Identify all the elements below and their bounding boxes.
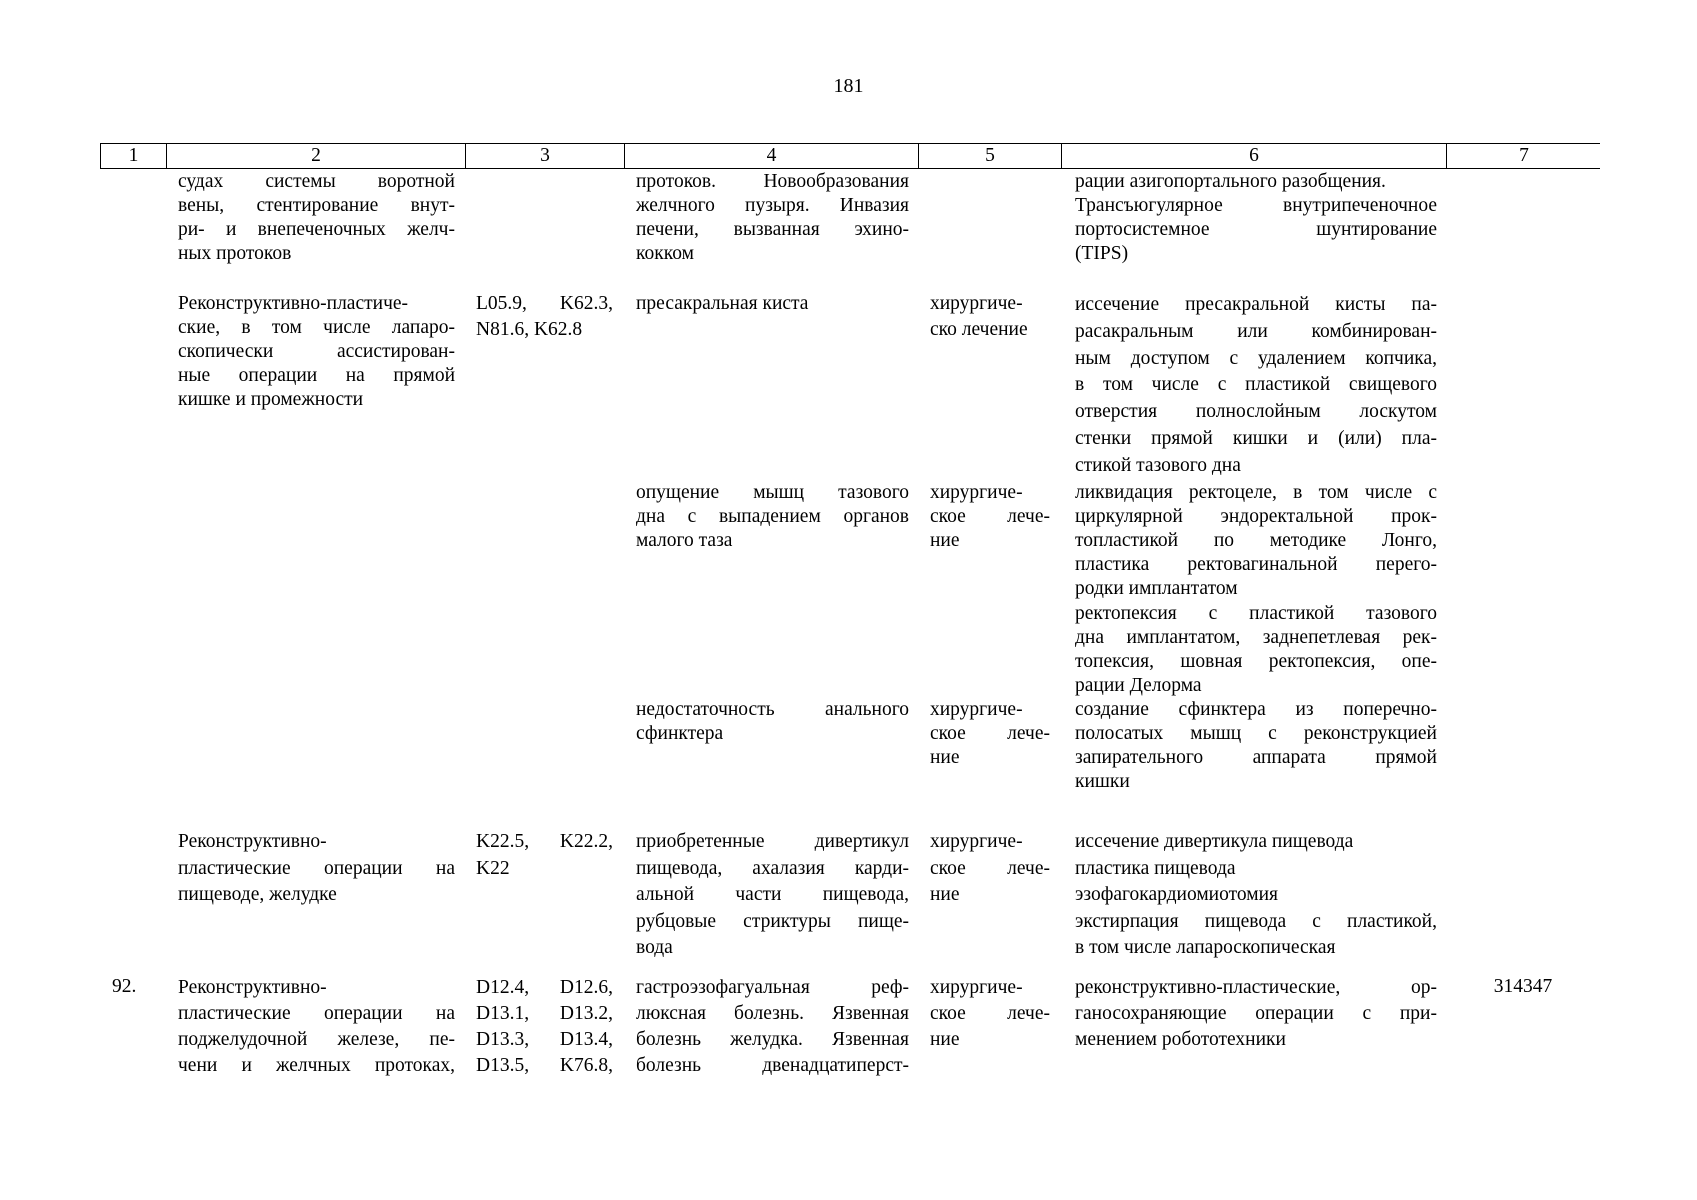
cell-method-robotic: реконструктивно-пластические, ор- ганосохраняющие операции с при- менением робототехники: [1075, 977, 1437, 1050]
cell-diagnosis-pelvic-floor: опущение мышц тазового дна с выпадением органов малого таза: [636, 482, 909, 551]
cell-name-continuation: судах системы воротной вены, стентирование внут- ри- и внепеченочных желч- ных протоков: [178, 171, 455, 264]
cell-method-continuation: рации азигопортального разобщения. Трансъюгулярное внутрипеченочное портосистемное шунтирование (TIPS): [1075, 171, 1437, 264]
cell-diagnosis-esophagus: приобретенные дивертикул пищевода, ахалазия карди- альной части пищевода, рубцовые стриктуры пище- вода: [636, 831, 909, 958]
header-col-1: 1: [101, 144, 167, 168]
cell-diagnosis-presacral-cyst: пресакральная киста: [636, 293, 809, 314]
cell-method-rectocele: ликвидация ректоцеле, в том числе с циркулярной эндоректальной прок- топластикой по методике Лонго, пластика ректовагинальной перего- родки имплантатом: [1075, 482, 1437, 599]
cell-treatment-anal-sphincter: хирургиче- ское лече- ние: [930, 699, 1050, 768]
cell-treatment-reflux: хирургиче- ское лече- ние: [930, 977, 1050, 1050]
header-col-6: 6: [1062, 144, 1447, 168]
header-col-5: 5: [919, 144, 1062, 168]
table-header-row: [100, 143, 1600, 169]
header-col-3: 3: [466, 144, 625, 168]
cell-treatment-esophagus: хирургиче- ское лече- ние: [930, 831, 1050, 905]
cell-diagnosis-anal-sphincter: недостаточность анального сфинктера: [636, 699, 909, 744]
cell-cost-92: 314347: [1493, 976, 1553, 997]
cell-codes-rectum: L05.9, K62.3, N81.6, K62.8: [476, 293, 613, 340]
cell-treatment-pelvic-floor: хирургиче- ское лече- ние: [930, 482, 1050, 551]
cell-treatment-presacral-cyst: хирургиче- ско лечение: [930, 293, 1028, 340]
cell-name-pancreas: Реконструктивно- пластические операции на поджелудочной железе, пе- чени и желчных протоках,: [178, 977, 455, 1076]
cell-method-sphincter: создание сфинктера из поперечно- полосатых мышц с реконструкцией запирательного аппарата прямой кишки: [1075, 699, 1437, 792]
cell-row-number-92: 92.: [112, 976, 137, 997]
header-col-4: 4: [625, 144, 919, 168]
page-number: 181: [833, 75, 864, 97]
cell-codes-pancreas: D12.4, D12.6, D13.1, D13.2, D13.3, D13.4, D13.5, K76.8,: [476, 977, 613, 1076]
cell-method-presacral-cyst: иссечение пресакральной кисты па- расакральным или комбинирован- ным доступом с удалением копчика, в том числе с пластикой свищевого отверстия полнослойным лоскутом стенки прямой кишки и (или) пла- стикой тазового дна: [1075, 294, 1437, 476]
cell-name-esophagus: Реконструктивно- пластические операции на пищеводе, желудке: [178, 831, 455, 905]
cell-diagnosis-reflux: гастроэзофагуальная реф- люксная болезнь. Язвенная болезнь желудка. Язвенная болезнь двенадцатиперст-: [636, 977, 909, 1076]
cell-method-esophagus: иссечение дивертикула пищевода пластика пищевода эзофагокардиомиотомия экстирпация пищевода с пластикой, в том числе лапароскопическая: [1075, 831, 1437, 958]
cell-codes-esophagus: K22.5, K22.2, K22: [476, 831, 613, 879]
header-col-2: 2: [167, 144, 466, 168]
cell-method-rectopexy: ректопексия с пластикой тазового дна имплантатом, заднепетлевая рек- топексия, шовная ректопексия, опе- рации Делорма: [1075, 603, 1437, 696]
cell-name-rectum: Реконструктивно-пластиче- ские, в том числе лапаро- скопически ассистирован- ные операции на прямой кишке и промежности: [178, 293, 455, 410]
header-col-7: 7: [1519, 145, 1529, 166]
cell-diagnosis-continuation: протоков. Новообразования желчного пузыря. Инвазия печени, вызванная эхино- кокком: [636, 171, 909, 264]
